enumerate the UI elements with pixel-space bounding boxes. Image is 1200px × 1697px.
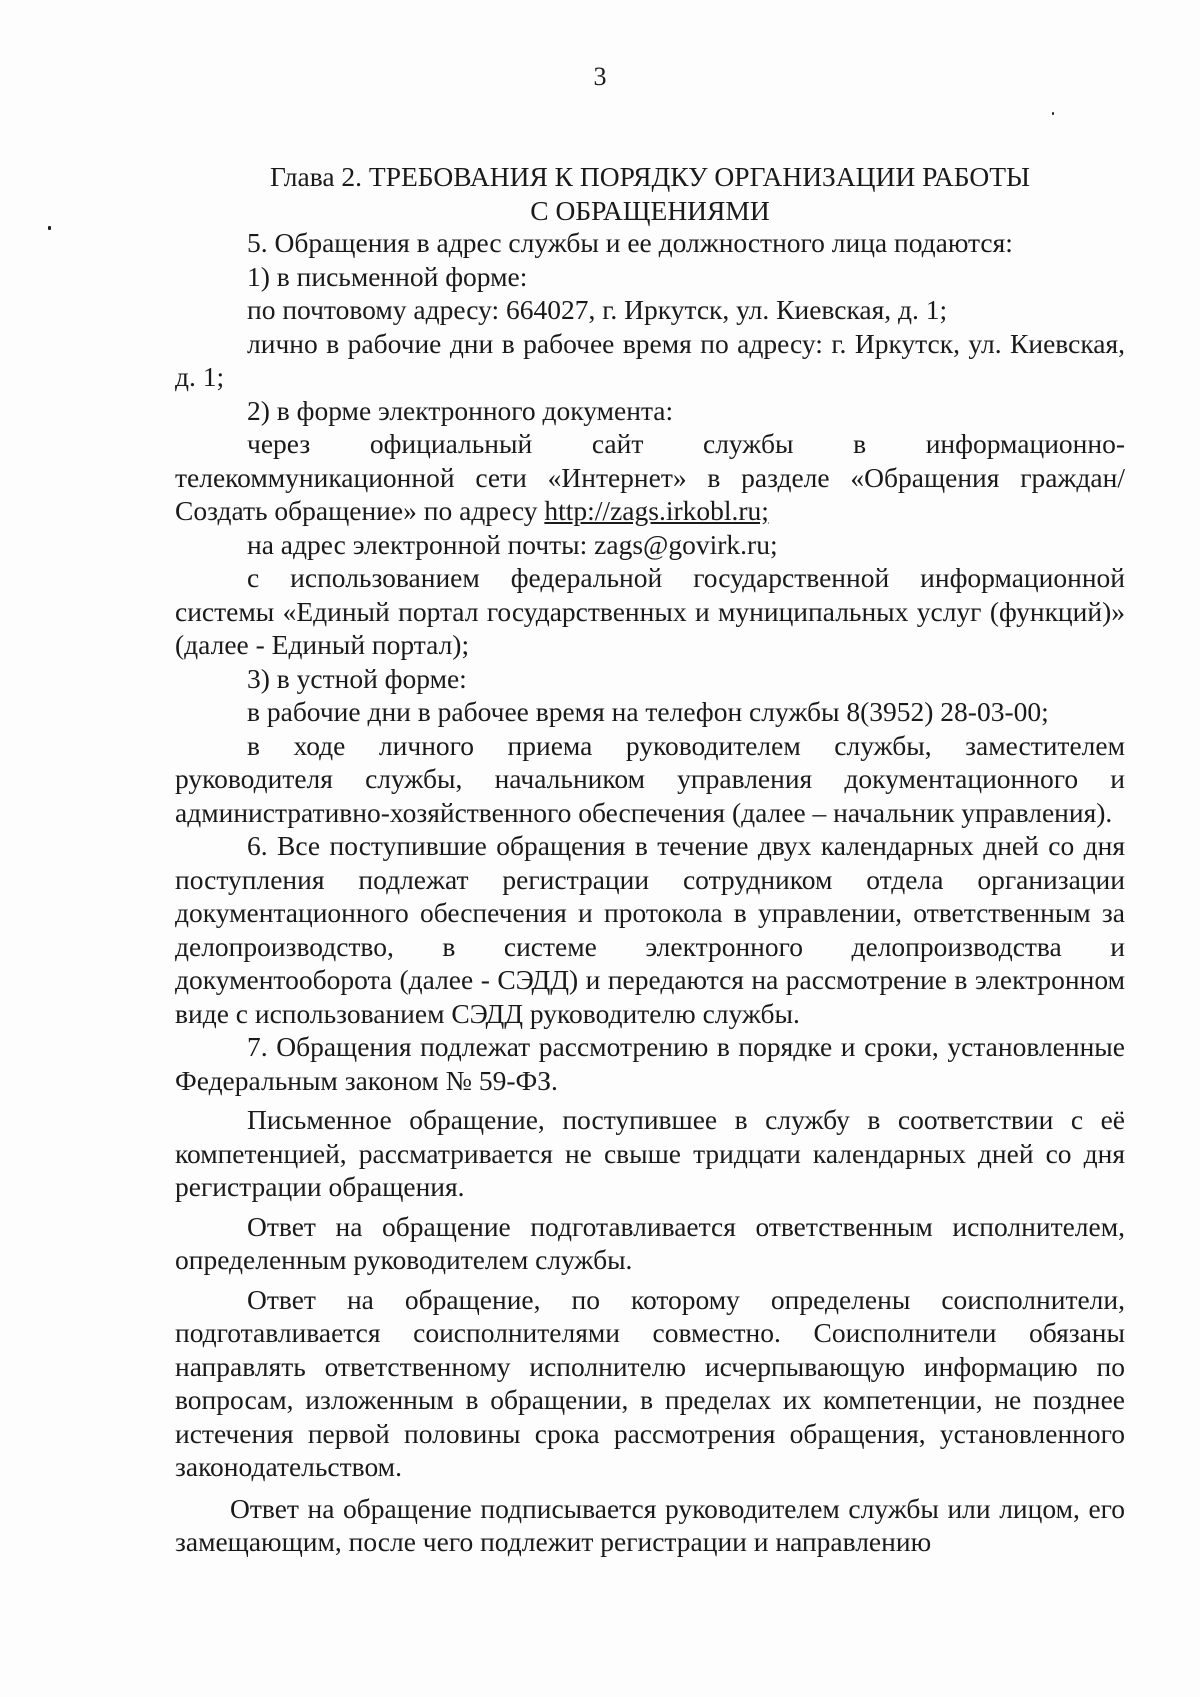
paragraph-personal-reception: в ходе личного приема руководителем службы, заместителем руководителя службы, начальником управления документационного и административно-хозяйственного обеспечения (далее – начальник управления). [175, 729, 1125, 828]
document-body [175, 226, 1125, 1559]
scan-speck [48, 226, 51, 230]
scan-speck [1052, 112, 1054, 115]
paragraph-official-site [175, 427, 1125, 528]
paragraph-written-form: 1) в письменной форме: [247, 260, 528, 292]
paragraph-item-6: 6. Все поступившие обращения в течение двух календарных дней со дня поступления подлежат регистрации сотрудником отдела организации документационного обеспечения и протокола в управлении, ответственным за делопроизводство, в системе электронного делопроизводства и документооборота (далее - СЭДД) и передаются на рассмотрение в электронном виде с использованием СЭДД руководителю службы. [175, 830, 1125, 1029]
paragraph-oral-form: 3) в устной форме: [247, 662, 467, 694]
page-number: 3 [593, 62, 607, 91]
paragraph-co-executors: Ответ на обращение, по которому определены соисполнители, подготавливается соисполнителями совместно. Соисполнители обязаны направлять ответственному исполнителю исчерпывающую информацию по вопросам, изложенным в обращении, в пределах их компетенции, не позднее истечения первой половины срока рассмотрения обращения, установленного законодательством. [175, 1283, 1125, 1482]
paragraph-responsible-executor: Ответ на обращение подготавливается ответственным исполнителем, определенным руководителем службы. [175, 1210, 1125, 1275]
chapter-heading-line-2: С ОБРАЩЕНИЯМИ [530, 195, 770, 226]
paragraph-written-appeal-term: Письменное обращение, поступившее в службу в соответствии с её компетенцией, рассматривается не свыше тридцати календарных дней со дня регистрации обращения. [175, 1104, 1125, 1202]
paragraph-in-person: лично в рабочие дни в рабочее время по адресу: г. Иркутск, ул. Киевская, д. 1; [175, 327, 1125, 392]
paragraph-phone: в рабочие дни в рабочее время на телефон службы 8(3952) 28-03-00; [247, 696, 1049, 727]
paragraph-email: на адрес электронной почты: zags@govirk.ru; [247, 528, 778, 560]
paragraph-postal-address: по почтовому адресу: 664027, г. Иркутск, ул. Киевская, д. 1; [247, 294, 948, 325]
paragraph-item-5: 5. Обращения в адрес службы и ее должностного лица подаются: [247, 227, 1013, 258]
paragraph-unified-portal: с использованием федеральной государственной информационной системы «Единый портал государственных и муниципальных услуг (функций)» (далее - Единый портал); [175, 562, 1125, 660]
chapter-heading [170, 160, 1130, 228]
paragraph-signing: Ответ на обращение подписывается руководителем службы или лицом, его замещающим, после чего подлежит регистрации и направлению [175, 1492, 1125, 1557]
official-site-text: через официальный сайт службы в информационно-телекоммуникационной сети «Интернет» в разделе «Обращения граждан/Создать обращение» по адресу [175, 428, 1125, 526]
chapter-heading-line-1: Глава 2. ТРЕБОВАНИЯ К ПОРЯДКУ ОРГАНИЗАЦИИ РАБОТЫ [269, 161, 1031, 192]
paragraph-item-7: 7. Обращения подлежат рассмотрению в порядке и сроки, установленные Федеральным законом № 59-ФЗ. [175, 1031, 1125, 1096]
paragraph-electronic-form: 2) в форме электронного документа: [247, 394, 674, 426]
official-site-link[interactable]: http://zags.irkobl.ru; [544, 495, 769, 526]
